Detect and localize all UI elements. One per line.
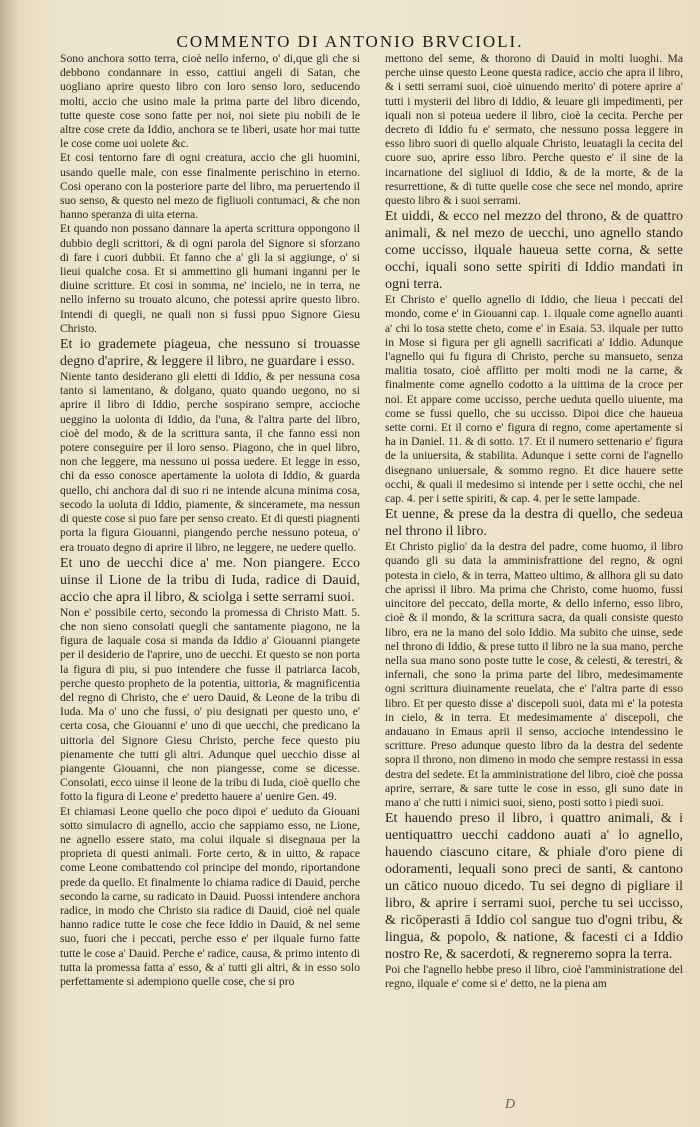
paragraph: Et Christo e' quello agnello di Iddio, che lieua i peccati del mondo, come e' in Giouanni cap. 1. ilquale come agnello auanti a' chi lo tosa stette cheto, come e' in Esaia. 53. ilquale per tutto in Mose si figura per gli agnelli sacrificati a' Iddio. Adunque l'agnello qui fu figura di Christo, perche su mansueto, senza malitia tosato, cioè afflitto per molti modi ne la carne, & finalmente come agnello codotto a la uittima de la croce per noi. Et appare come uccisso, perche ueduta quello uiuente, ma come se fussi quello, che su uccisso. Dipoi dice che haueua sette corni. Et il corno e' figura di regno, come apertamente si ha in Daniel. 11. & di sotto. 17. Et il numero settenario e' figura de la uniuersita, & stabilita. Adunque i sette corni de l'agnello disegnano uniuersale, & sommo regno. Et dice hauere sette occhi, & quali il medesimo si intende per i sette occhi, che nel cap. 4. per i sette spiriti, & cap. 4. per le sette lampade. [385, 293, 683, 506]
right-text-column [385, 52, 683, 992]
paragraph: mettono del seme, & thorono di Dauid in molti luoghi. Ma perche uinse questo Leone questa radice, accio che apra il libro, & i setti serrami suoi, cioè uinuendo merito' di potere aprire a' tutti i mysterii del libro di Iddio, & leuare gli impedimenti, per iquali non si poteua uedere il libro, cioè la cecita. Perche per decreto di Iddio fu e' sermato, che nessuno possa leggere in esso libro suori di quello alquale Christo, leuatagli la cecita del cuore suo, aprire esso libro. Perche questo e' il sine de la incarnatione del sigliuol di Iddio, & de la morte, & de la resurrettione, & di tutte quelle cose che sece nel mondo, aprire questo libro & i suoi serrami. [385, 52, 683, 208]
scripture-verse: Et uiddi, & ecco nel mezzo del throno, & de quattro animali, & nel mezo de uecchi, uno agnello stando come uccisso, ilquale haueua sette corna, & sette occhi, iquali sono sette spiriti di Iddio mandati in ogni terra. [385, 209, 683, 293]
scripture-verse: Et io grademete piageua, che nessuno si trouasse degno d'aprire, & leggere il libro, ne guardare i esso. [60, 337, 360, 370]
scripture-verse: Et hauendo preso il libro, i quattro animali, & i uentiquattro uecchi caddono auati a' lo agnello, hauendo ciascuno citare, & phiale d'oro piene di odoramenti, lequali sono preci de santi, & cantono un cātico nuouo dicedo. Tu sei degno di pigliare il libro, & aprire i serrami suoi, perche tu sei uccisso, & ricōperasti ā Iddio col sangue tuo d'ogni tribu, & lingua, & popolo, & natione, & facesti ci a Iddio nostro Re, & sacerdoti, & regneremo sopra la terra. [385, 811, 683, 963]
paragraph: Non e' possibile certo, secondo la promessa di Christo Matt. 5. che non sieno consolati quegli che santamente piagono, ne la figura de laquale cosa si manda da Iddio a' Giouanni piangete per il desiderio de l'aprire, uno de uecchi. Et questo se non porta la figura di piu, si puo intendere che fusse il patriarca Iacob, perche questo propheto de la potentia, uittoria, & magnificentia del regno di Christo, che e' uero Dauid, & Leone de la tribu di Iuda. Ma o' uno che fussi, o' piu designati per questo uno, e' certa cosa, che Giouanni e' uno di que uecchi, che predicano la uittoria del Signore Giesu Christo, perche fece questo piu pienamente che tutti gli altri. Adunque quel uecchio disse al piangente Giouanni, che non piangesse, come se dicesse. Consolati, ecco uinse il leone de la tribu di Iuda, cioè quello che fotto la figura di Leone e' predetto hauere a' uenire Gen. 49. [60, 605, 360, 804]
page-gutter-shadow [0, 0, 18, 1127]
left-text-column [60, 52, 360, 989]
paragraph: Et chiamasi Leone quello che poco dipoi e' ueduto da Giouani sotto simulacro di agnello, accio che sappiamo esso, ne Lione, ne agnello essere stato, ma colui ilquale si disegnaua per la proprieta di questi animali. Forte certo, & in uitto, & rapace come Leone combattendo col principe del mondo, riportandone prede da quello. Et finalmente lo chiama radice di Dauid, perche secondo la carne, su radicato in Dauid. Puossi intendere anchora radice, in modo che Christo sia radice di Dauid, cioè nel quale hanno radice tutte le cose che fece Iddio in Dauid, & nel seme suo, fuori che i peccati, perche esso e' per ilquale furno fatte tutte le cose a' Dauid. Perche e' radice, causa, & primo intento di tutta la promessa fatta a' esso, & a' tutti gli altri, & in esso solo perfettamente si adempiono quelle cose, che si pro [60, 804, 360, 988]
signature-mark: D [505, 1097, 516, 1112]
paragraph: Niente tanto desiderano gli eletti di Iddio, & per nessuna cosa tanto si lamentano, & dolgano, quato quando uegono, no si aprire il libro di Iddio, perche sospirano sempre, accioche ueggino la uolonta di Iddio, da l'una, & l'altra parte del libro, cioè del modo, & de la scrittura santa, il che fanno essi non potere conseguire per il loro senso. Piagono, che in quel libro, non che leggere, ma nessuno ui possa uedere. Et legge in esso, chi da esso conosce apertamente la uolota di Iddio, & guarda quello, chi anchora dal di suo ri ne intende alcuna minima cosa, secodo la uoluta di Iddio, piamente, & sinceramete, ma nessun di queste cose si puo fare per senso creato. Et di questi piagnenti porta la figura Giouanni, piangendo perche nessuno poteua, o' era trouato degno di aprire il libro, ne leggere, ne uedere quello. [60, 370, 360, 554]
paragraph: Et cosi tentorno fare di ogni creatura, accio che gli huomini, usando quelle male, con esse finalmente perischino in eterno. Cosi operano con la posteriore parte del libro, ma peruertendo il suo senso, & questo nel mezo de figliuoli contumaci, & che non hanno speranza di uita eterna. [60, 151, 360, 222]
scripture-verse: Et uno de uecchi dice a' me. Non piangere. Ecco uinse il Lione de la tribu di Iuda, radice di Dauid, accio che apra il libro, & sciolga i sette serrami suoi. [60, 555, 360, 605]
scripture-verse: Et uenne, & prese da la destra di quello, che sedeua nel throno il libro. [385, 507, 683, 540]
paragraph: Sono anchora sotto terra, cioè nello inferno, o' di,que gli che si debbono condannare in esso, cattiui angeli di Satan, che uogliano aprire questo libro con loro senso loro, seducendo molti, accio che usino male la prima parte del libro dicendo, tutte queste cose sono fatte per noi, noi siete piu nobili de le altre cose crete da Iddio, anchora se te liberi, usate hor mai tutte le cose come uoi uolete &c. [60, 52, 360, 151]
paragraph: Et quando non possano dannare la aperta scrittura oppongono il dubbio degli scrittori, & di ogni parola del Signore si sforzano di fare i cuori dubbii. Et fanno che a' gli la si aggiunge, o' si lieui qualche cosa. Et si ammettino gli humani inganni per le diuine scritture. Et cosi in somma, ne' incielo, ne in terra, ne nello inferno su trouato alcuno, che potessi aprire questo libro. Intendi di quegli, ne quali non si fussi ppuo Signore Giesu Christo. [60, 222, 360, 335]
running-head: COMMENTO DI ANTONIO BRVCIOLI. [176, 32, 524, 51]
paragraph: Et Christo piglio' da la destra del padre, come huomo, il libro quando gli su data la amminisfrattione del regno, & ogni potesta in cielo, & in terra, Matteo ultimo, & allhora gli su dato che aprissi il libro. Ma prima che Christo, come huomo, fussi uincitore del peccato, della morte, & dello inferno, esso libro, cioè & il mondo, & la scrittura sacra, da quali consiste questo libro, era ne la mano del solo Iddio. Ma subito che uinse, sede nel throno di Iddio, & prese tutto il libro ne la sua mano, perche nella sua mano sono poste tutte le cose, & celesti, & terestri, & infernali, che sono la prima parte del libro, medesimamente ogni scrittura diuinamente reuelata, che e' l'altra parte di esso libro. Et per questo disse a' discepoli suoi, data mi e' la potesta in cielo, & in terra. Et medesimamente a' discepoli, che andauano in Emaus aprii il senso, accioche intendessino le scritture. Preso adunque questo libro da la destra del sedente sopra il throno, non dimeno in modo che sempre restassi in essa destra del sedete. Et la amministratione del libro, cioè che possa aprire, serrare, & sare tutte le cose in esso, gli suno date in mano a' che tutti i nimici suoi, sieno, posti sotto i piedi suoi. [385, 540, 683, 809]
paragraph: Poi che l'agnello hebbe preso il libro, cioè l'amministratione del regno, ilquale e' come si e' detto, ne la piena am [385, 963, 683, 991]
